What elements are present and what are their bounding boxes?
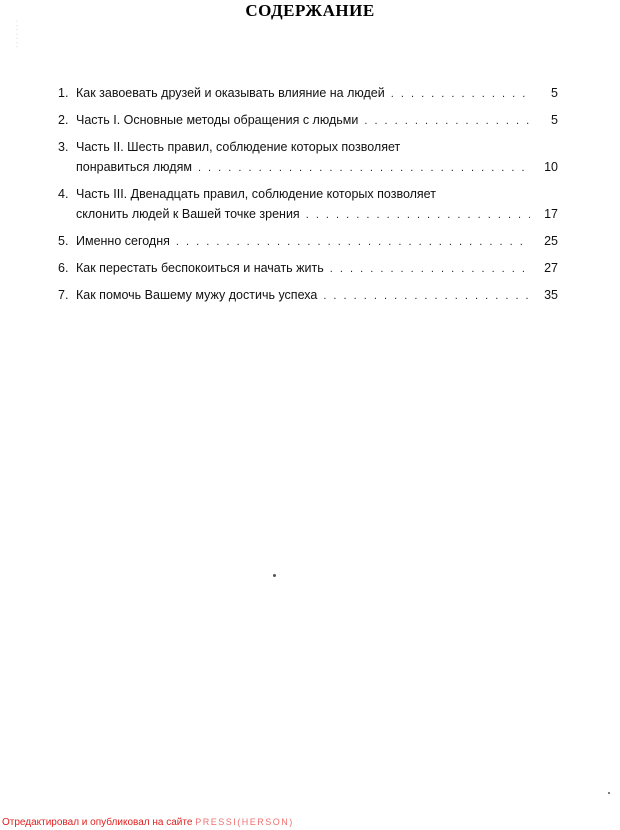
toc-entry-title-continued: склонить людей к Вашей точке зрения: [76, 207, 300, 221]
toc-entry-page: 25: [544, 234, 558, 248]
dot-leader: [306, 205, 530, 225]
dot-leader: [198, 158, 530, 178]
toc-entry-number: 7.: [58, 288, 69, 302]
toc-entry-title: Как перестать беспокоиться и начать жить: [76, 261, 324, 275]
scan-margin-marks: · · · · · · ·: [13, 20, 20, 48]
toc-entry-page: 27: [544, 261, 558, 275]
toc-entry-7: [58, 285, 558, 306]
toc-entry-1: [58, 83, 558, 104]
toc-entry-number: 5.: [58, 234, 69, 248]
toc-entry-number: 4.: [58, 187, 69, 201]
toc-entry-3: [58, 137, 558, 178]
toc-entry-page: 17: [544, 207, 558, 221]
toc-entry-title: Часть III. Двенадцать правил, соблюдение которых позволяет: [76, 187, 436, 201]
toc-entry-2: [58, 110, 558, 131]
dot-leader: [330, 259, 530, 279]
dot-leader: [176, 232, 530, 252]
toc-entry-title: Часть II. Шесть правил, соблюдение которых позволяет: [76, 140, 401, 154]
toc-entry-number: 3.: [58, 140, 69, 154]
toc-entry-number: 2.: [58, 113, 69, 127]
toc-entry-number: 1.: [58, 86, 69, 100]
toc-entry-title: Именно сегодня: [76, 234, 170, 248]
toc-entry-6: [58, 258, 558, 279]
toc-entry-page: 5: [551, 113, 558, 127]
footer-credit: [2, 817, 294, 828]
table-of-contents: [58, 83, 558, 312]
toc-entry-title: Как завоевать друзей и оказывать влияние на людей: [76, 86, 385, 100]
dot-leader: [323, 286, 530, 306]
toc-entry-4: [58, 184, 558, 225]
toc-entry-title: Часть I. Основные методы обращения с людьми: [76, 113, 359, 127]
scan-speck: [273, 574, 276, 577]
footer-text: Отредактировал и опубликовал на сайте: [2, 817, 193, 828]
toc-entry-page: 10: [544, 160, 558, 174]
dot-leader: [391, 84, 530, 104]
dot-leader: [364, 111, 530, 131]
page-title: СОДЕРЖАНИЕ: [245, 1, 375, 20]
toc-entry-page: 5: [551, 86, 558, 100]
toc-entry-title: Как помочь Вашему мужу достичь успеха: [76, 288, 318, 302]
toc-entry-number: 6.: [58, 261, 69, 275]
footer-site-link[interactable]: PRESSI(HERSON): [195, 817, 294, 827]
toc-entry-title-continued: понравиться людям: [76, 160, 192, 174]
scan-speck: [608, 792, 610, 794]
toc-entry-page: 35: [544, 288, 558, 302]
toc-entry-5: [58, 231, 558, 252]
